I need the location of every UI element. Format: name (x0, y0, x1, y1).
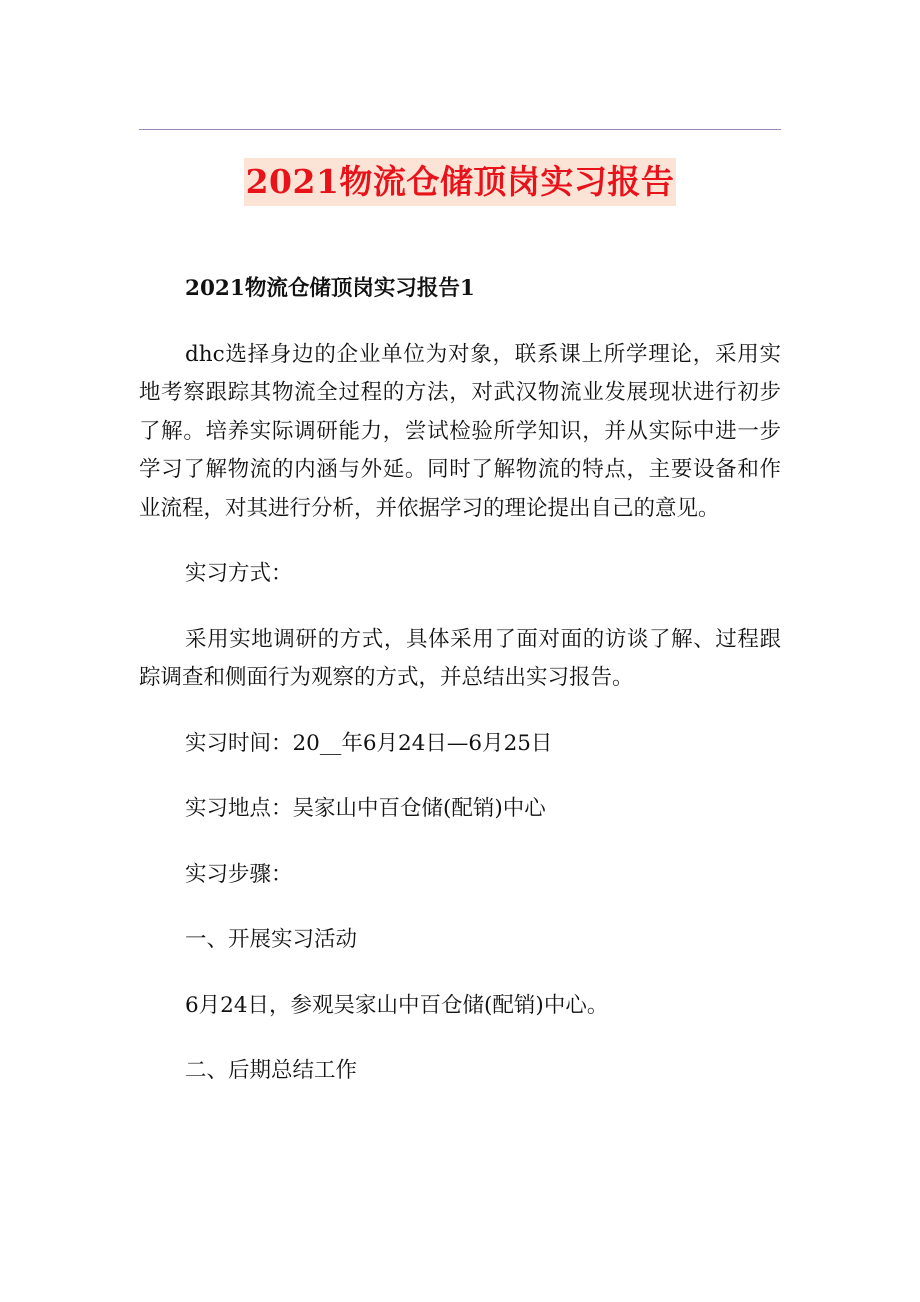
paragraph-time: 实习时间：20__年6月24日—6月25日 (185, 730, 553, 756)
paragraph-method: 采用实地调研的方式，具体采用了面对面的访谈了解、过程跟踪调查和侧面行为观察的方式，并总结出实习报告。 (139, 626, 781, 690)
paragraph-step-two: 二、后期总结工作 (185, 1058, 358, 1083)
document-title: 2021物流仓储顶岗实习报告 (244, 158, 677, 206)
paragraph-method-label: 实习方式： (185, 561, 293, 586)
header-divider (139, 129, 781, 130)
paragraph-step-one: 一、开展实习活动 (185, 927, 358, 952)
paragraph-location: 实习地点：吴家山中百仓储(配销)中心 (185, 796, 546, 821)
document-body (139, 270, 781, 1091)
paragraph-visit: 6月24日，参观吴家山中百仓储(配销)中心。 (185, 992, 609, 1018)
title-container (0, 158, 920, 206)
paragraph-steps-label: 实习步骤： (185, 861, 293, 887)
paragraph-intro: dhc选择身边的企业单位为对象，联系课上所学理论，采用实地考察跟踪其物流全过程的方法，对武汉物流业发展现状进行初步了解。培养实际调研能力，尝试检验所学知识，并从实际中进一步学习了解物流的内涵与外延。同时了解物流的特点，主要设备和作业流程，对其进行分析，并依据学习的理论提出自己的意见。 (139, 341, 781, 521)
section-title: 2021物流仓储顶岗实习报告1 (185, 276, 475, 301)
